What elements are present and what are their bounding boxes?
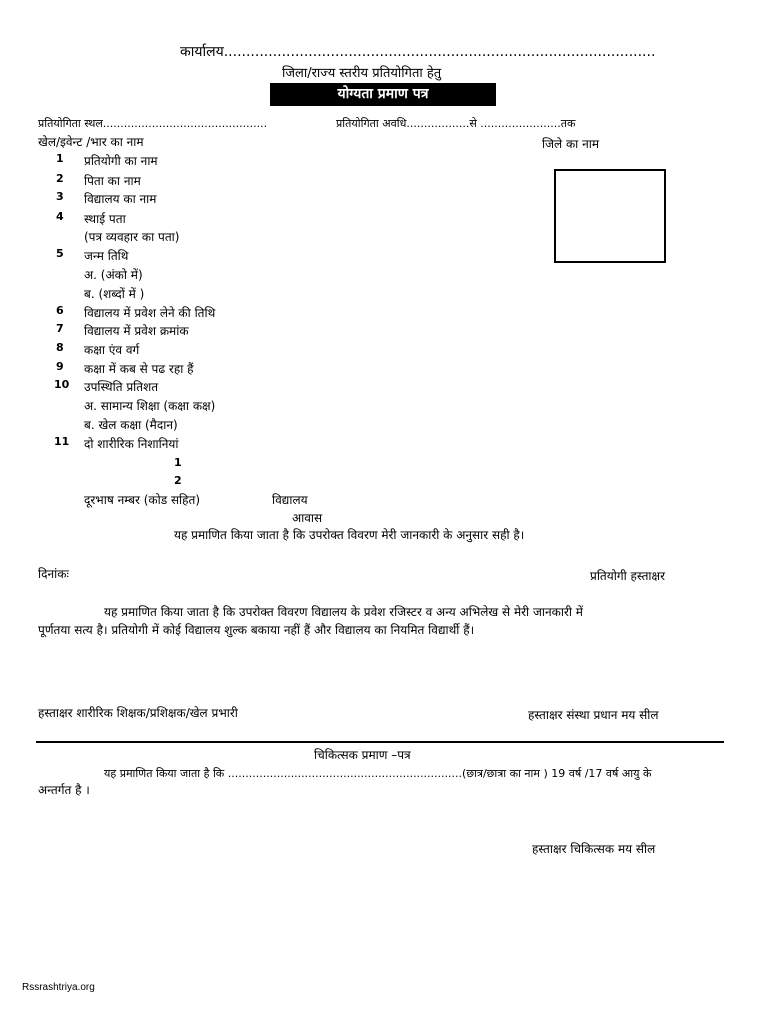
- doctor-signature: हस्ताक्षर चिकित्सक मय सील: [532, 842, 656, 856]
- duration-field: प्रतियोगिता अवधि..................से .......................तक: [336, 117, 576, 130]
- phone-label: दूरभाष नम्बर (कोड सहित): [84, 493, 201, 507]
- medical-certificate-title: चिकित्सक प्रमाण –पत्र: [314, 748, 411, 762]
- item-attendance-general: अ. सामान्य शिक्षा (कक्षा कक्ष): [84, 399, 216, 413]
- venue-field: प्रतियोगिता स्थल...............................................: [38, 117, 268, 130]
- item-number: 6: [56, 304, 64, 317]
- item-birth-date: जन्म तिथि: [84, 249, 129, 263]
- item-number: 4: [56, 210, 64, 223]
- item-admission-date: विद्यालय में प्रवेश लेने की तिथि: [84, 306, 216, 320]
- item-number: 7: [56, 322, 64, 335]
- item-admission-number: विद्यालय में प्रवेश क्रमांक: [84, 324, 189, 338]
- office-line: कार्यालय.................................................................................................: [180, 44, 656, 60]
- item-attendance: उपस्थिति प्रतिशत: [84, 380, 159, 394]
- item-attendance-sports: ब. खेल कक्षा (मैदान): [84, 418, 178, 432]
- phone-school: विद्यालय: [272, 493, 308, 507]
- item-address-sub: (पत्र व्यवहार का पता): [84, 230, 180, 244]
- photo-box: [554, 169, 666, 263]
- item-number: 11: [54, 435, 70, 448]
- item-birth-date-words: ब. (शब्दों में ): [84, 287, 145, 301]
- footer-website[interactable]: Rssrashtriya.org: [22, 982, 95, 993]
- item-school-name: विद्यालय का नाम: [84, 192, 157, 206]
- item-number: 2: [56, 172, 64, 185]
- medical-certificate-line1: यह प्रमाणित किया जाता है कि ...................................................................(छात्र/छात्रा का नाम ) 19 वर्ष /17 वर्ष आयु के: [104, 767, 652, 780]
- item-number: 9: [56, 360, 64, 373]
- medical-certificate-line2: अन्तर्गत है ।: [38, 783, 90, 797]
- item-class-section: कक्षा एंव वर्ग: [84, 343, 140, 357]
- item-physical-marks: दो शारीरिक निशानियां: [84, 437, 179, 451]
- item-father-name: पिता का नाम: [84, 174, 141, 188]
- item-number: 5: [56, 247, 64, 260]
- item-number: 8: [56, 341, 64, 354]
- certificate-title: योग्यता प्रमाण पत्र: [270, 83, 496, 106]
- physical-mark-1: 1: [174, 456, 182, 469]
- pe-teacher-signature: हस्ताक्षर शारीरिक शिक्षक/प्रशिक्षक/खेल प्रभारी: [38, 706, 238, 720]
- phone-residence: आवास: [292, 511, 323, 525]
- item-number: 3: [56, 190, 64, 203]
- item-number: 1: [56, 152, 64, 165]
- head-signature: हस्ताक्षर संस्था प्रधान मय सील: [528, 708, 659, 722]
- certificate-subtitle: जिला/राज्य स्तरीय प्रतियोगिता हेतु: [282, 66, 442, 81]
- event-field: खेल/इवेन्ट /भार का नाम: [38, 135, 144, 149]
- declaration-school-line2: पूर्णतया सत्य है। प्रतियोगी में कोई विद्यालय शुल्क बकाया नहीं हैं और विद्यालय का नियमित विद्यार्थी हैं।: [38, 623, 475, 637]
- item-studying-since: कक्षा में कब से पढ रहा हैं: [84, 362, 194, 376]
- item-number: 10: [54, 378, 70, 391]
- district-field: जिले का नाम: [542, 137, 600, 151]
- date-label: दिनांकः: [38, 567, 69, 581]
- physical-mark-2: 2: [174, 474, 182, 487]
- section-divider: [36, 741, 724, 743]
- item-participant-name: प्रतियोगी का नाम: [84, 154, 158, 168]
- declaration-participant: यह प्रमाणित किया जाता है कि उपरोक्त विवरण मेरी जानकारी के अनुसार सही है।: [174, 528, 525, 542]
- participant-signature: प्रतियोगी हस्ताक्षर: [590, 569, 666, 583]
- declaration-school-line1: यह प्रमाणित किया जाता है कि उपरोक्त विवरण विद्यालय के प्रवेश रजिस्टर व अन्य अभिलेख से मेरी जानकारी में: [104, 605, 583, 619]
- item-birth-date-digits: अ. (अंको में): [84, 268, 143, 282]
- item-permanent-address: स्थाई पता: [84, 212, 126, 226]
